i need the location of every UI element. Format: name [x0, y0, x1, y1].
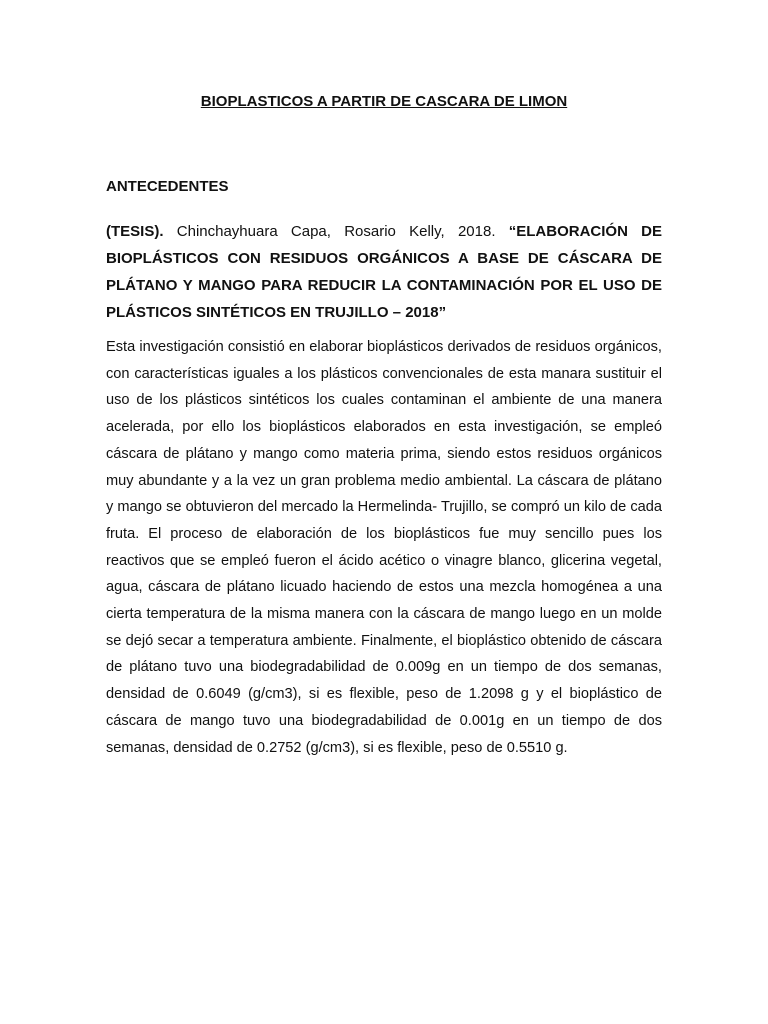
citation-work-title: “ELABORACIÓN DE BIOPLÁSTICOS CON RESIDUOS ORGÁNICOS A BASE DE CÁSCARA DE PLÁTANO Y MANGO PARA REDUCIR LA CONTAMINACIÓN POR EL USO DE PLÁSTICOS SINTÉTICOS EN TRUJILLO – 2018” — [106, 223, 662, 321]
citation-authors-year: Chinchayhuara Capa, Rosario Kelly, 2018. — [163, 223, 509, 240]
thesis-citation — [106, 218, 662, 326]
abstract-paragraph: Esta investigación consistió en elaborar bioplásticos derivados de residuos orgánicos, con características iguales a los plásticos convencionales de esta manara sustituir el uso de los plásticos sintéticos los cuales contaminan el ambiente de una manera acelerada, por ello los bioplásticos elaborados en esta investigación, se empleó cáscara de plátano y mango como materia prima, siendo estos residuos orgánicos muy abundante y a la vez un gran problema medio ambiental. La cáscara de plátano y mango se obtuvieron del mercado la Hermelinda- Trujillo, se compró un kilo de cada fruta. El proceso de elaboración de los bioplásticos fue muy sencillo pues los reactivos que se empleó fueron el ácido acético o vinagre blanco, glicerina vegetal, agua, cáscara de plátano licuado haciendo de estos una mezcla homogénea a una cierta temperatura de la misma manera con la cáscara de mango luego en un molde se dejó secar a temperatura ambiente. Finalmente, el bioplástico obtenido de cáscara de plátano tuvo una biodegradabilidad de 0.009g en un tiempo de dos semanas, densidad de 0.6049 (g/cm3), si es flexible, peso de 1.2098 g y el bioplástico de cáscara de mango tuvo una biodegradabilidad de 0.001g en un tiempo de dos semanas, densidad de 0.2752 (g/cm3), si es flexible, peso de 0.5510 g. — [106, 339, 662, 756]
document-title: BIOPLASTICOS A PARTIR DE CASCARA DE LIMON — [200, 93, 568, 110]
citation-label: (TESIS). — [106, 223, 164, 240]
section-heading-antecedentes: ANTECEDENTES — [106, 178, 229, 195]
